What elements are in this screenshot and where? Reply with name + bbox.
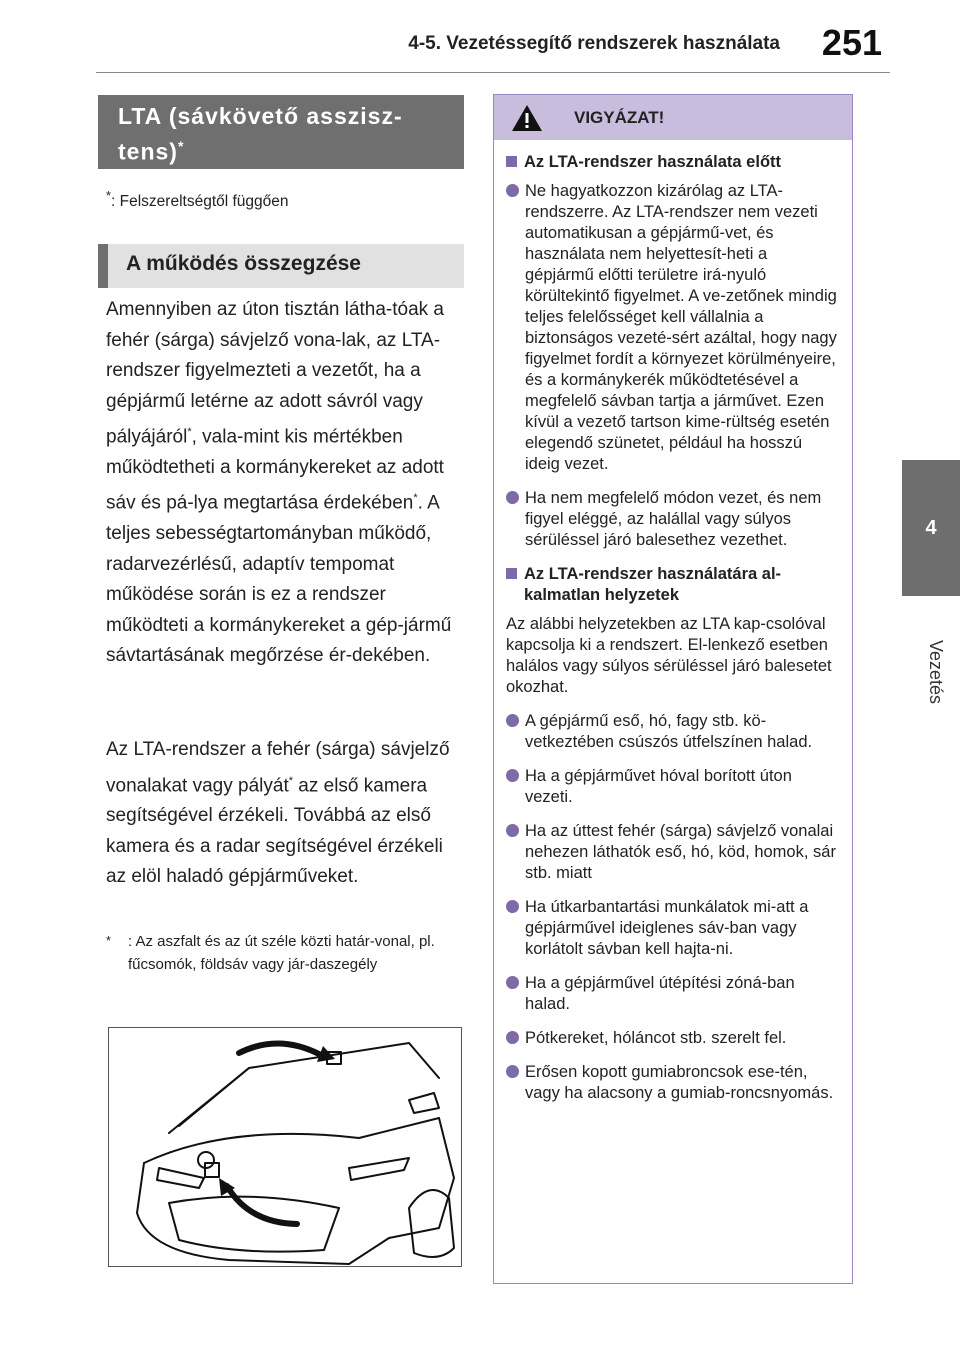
- caution-item: Ha a gépjárművet hóval borított úton vezeti.: [506, 766, 840, 808]
- chapter-number: 4: [925, 516, 937, 539]
- caution-subheading-2: Az LTA-rendszer használatára al-kalmatlan helyzetek: [506, 564, 840, 606]
- caution-item: A gépjármű eső, hó, fagy stb. kö-vetkeztében csúszós útfelszínen halad.: [506, 711, 840, 753]
- footnote-bottom: * : Az aszfalt és az út széle közti határ-vonal, pl. fűcsomók, földsáv vagy jár-daszegély: [106, 933, 435, 973]
- caution-subheading-1: Az LTA-rendszer használata előtt: [506, 152, 840, 173]
- chapter-label: Vezetés: [926, 640, 946, 705]
- vehicle-illustration: [108, 1027, 462, 1267]
- car-grille: [169, 1197, 339, 1252]
- caution-title: VIGYÁZAT!: [574, 107, 665, 127]
- car-roof-line: [179, 1068, 249, 1126]
- caution-intro: Az alábbi helyzetekben az LTA kap-csolóval kapcsolja ki a rendszert. El-lenkező esetben halálos vagy súlyos sérüléssel járó balesetet okozhat.: [506, 615, 832, 696]
- car-mirror: [409, 1093, 439, 1113]
- main-heading-line1: LTA (sávkövető asszisz-: [118, 103, 403, 129]
- caution-box: [493, 94, 853, 1284]
- caution-item: Ha útkarbantartási munkálatok mi-att a gépjárművel ideiglenes sáv-ban vagy korlátolt sávban kell hajta-ni.: [506, 897, 840, 960]
- caution-item: Ha nem megfelelő módon vezet, és nem figyel eléggé, az halállal vagy súlyos sérüléssel járó balesethez vezethet.: [506, 488, 840, 551]
- footnote-top: *: Felszereltségtől függően: [106, 188, 289, 211]
- car-hood: [144, 1118, 439, 1163]
- caution-item: Ha az úttest fehér (sárga) sávjelző vonalai nehezen láthatók eső, hó, köd, homok, sár stb. miatt: [506, 821, 840, 884]
- caution-header: [494, 95, 852, 140]
- camera-arrow: [239, 1043, 321, 1055]
- radar-arrow: [227, 1186, 297, 1224]
- car-windshield: [169, 1043, 439, 1133]
- caution-item: Pótkereket, hóláncot stb. szerelt fel.: [506, 1028, 840, 1049]
- body-paragraph-1: Amennyiben az úton tisztán látha-tóak a fehér (sárga) sávjelző vona-lak, az LTA-rendszer figyelmezteti a vezetőt, ha a gépjármű letérne az adott sávról vagy pályájáról*, vala-mint kis mértékben működtetheti a kormánykereket az adott sáv és pá-lya megtartása érdekében*. A teljes sebességtartományban működő, radarvezérlésű, adaptív tempomat működése során is ez a rendszer működteti a kormánykereket a gép-jármű sávtartásának megőrzése ér-dekében.: [106, 299, 452, 667]
- caution-item: Ne hagyatkozzon kizárólag az LTA-rendszerre. Az LTA-rendszer nem vezeti automatikusan a gépjármű-vet, és használata nem helyettesít-heti a gépjármű előtti területre irá-nyuló körültekintő figyelmet. A ve-zetőnek mindig teljes felelősséget kell vállalnia a biztonságos vezeté-sért azáltal, hogy nagy figyelmet fordít a környezet körülményeire, és a kormánykerék működtetésével a megfelelő sávban tartja a járművet. Ezen kívül a vezető tartson kime-rültség esetén elegendő szünetet, például ha hosszú ideig vezet.: [506, 181, 840, 475]
- main-heading: [98, 95, 464, 169]
- page-number: 251: [821, 22, 882, 63]
- warning-triangle-icon: [510, 103, 544, 133]
- section-title: 4-5. Vezetéssegítő rendszerek használata: [408, 33, 780, 54]
- car-headlight: [157, 1168, 204, 1188]
- main-heading-line2: tens)*: [118, 138, 185, 165]
- body-paragraph-2: Az LTA-rendszer a fehér (sárga) sávjelző vonalakat vagy pályát* az első kamera segítségével érzékeli. Továbbá az első kamera és a radar segítségével érzékeli az elöl haladó gépjárműveket.: [106, 739, 450, 888]
- caution-item: Ha a gépjárművel útépítési zóná-ban halad.: [506, 973, 840, 1015]
- car-headlight-right: [349, 1158, 409, 1180]
- car-sensor-diagram: [109, 1028, 461, 1266]
- section-heading: A működés összegzése: [98, 244, 464, 288]
- header-divider: [96, 72, 890, 73]
- chapter-tab: [902, 460, 960, 596]
- caution-item: Erősen kopott gumiabroncsok ese-tén, vagy ha alacsony a gumiab-roncsnyomás.: [506, 1062, 840, 1104]
